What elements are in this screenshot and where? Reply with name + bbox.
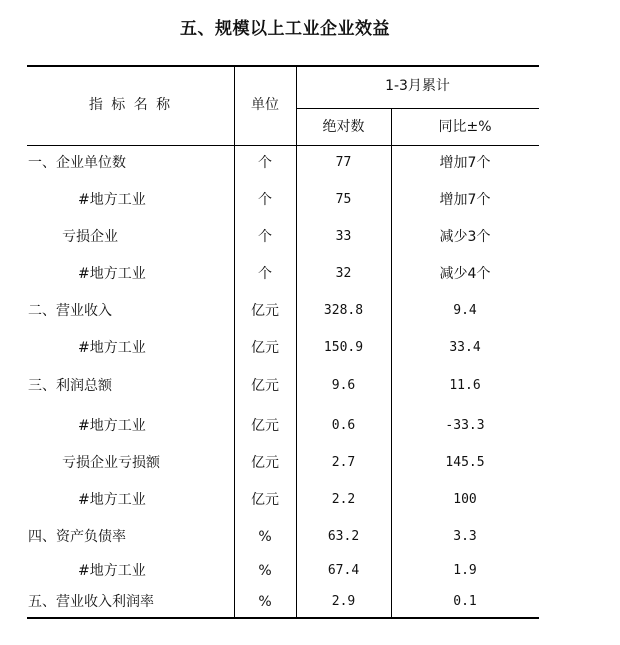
row-yoy-change: 100 [453,492,477,507]
row-absolute-value: 0.6 [331,418,356,433]
row-indicator-name: 亏损企业 [62,229,118,245]
row-yoy-change: 1.9 [453,563,477,578]
header-unit: 单位 [251,97,279,113]
row-unit: 亿元 [251,378,279,394]
row-unit: 个 [258,155,272,171]
row-indicator-name: 三、利润总额 [28,378,112,394]
row-unit: 个 [258,192,272,208]
row-unit: 亿元 [251,492,279,508]
row-unit: % [258,563,272,579]
table-top-rule [27,65,539,67]
row-indicator-name: 二、营业收入 [28,303,112,319]
row-absolute-value: 2.7 [331,455,356,470]
header-yoy: 同比±% [438,119,492,135]
row-yoy-change: 9.4 [453,303,477,318]
page-title: 五、规模以上工业企业效益 [180,19,390,39]
table-bottom-rule [27,617,539,619]
row-unit: 亿元 [251,340,279,356]
row-indicator-name: #地方工业 [78,340,146,356]
row-indicator-name: 五、营业收入利润率 [28,594,154,610]
header-sub-rule [296,108,539,109]
row-indicator-name: #地方工业 [78,418,146,434]
row-unit: 亿元 [251,303,279,319]
row-absolute-value: 2.2 [331,492,356,507]
row-absolute-value: 150.9 [323,340,364,355]
row-unit: % [258,594,272,610]
row-yoy-change: -33.3 [445,418,485,433]
row-yoy-change: 减少3个 [439,229,491,245]
row-yoy-change: 增加7个 [439,192,491,208]
row-absolute-value: 75 [335,192,352,207]
row-absolute-value: 328.8 [323,303,364,318]
row-yoy-change: 33.4 [449,340,481,355]
row-absolute-value: 33 [335,229,352,244]
header-indicator: 指 标 名 称 [88,97,173,113]
row-indicator-name: 一、企业单位数 [28,155,126,171]
row-absolute-value: 67.4 [327,563,360,578]
row-unit: 亿元 [251,418,279,434]
row-absolute-value: 32 [335,266,352,281]
row-indicator-name: 四、资产负债率 [28,529,126,545]
row-unit: 亿元 [251,455,279,471]
header-bottom-rule [27,145,539,146]
row-indicator-name: #地方工业 [78,492,146,508]
row-yoy-change: 3.3 [453,529,477,544]
row-yoy-change: 增加7个 [439,155,491,171]
row-indicator-name: 亏损企业亏损额 [62,455,160,471]
row-absolute-value: 63.2 [327,529,360,544]
row-yoy-change: 145.5 [445,455,485,470]
row-indicator-name: #地方工业 [78,192,146,208]
row-yoy-change: 减少4个 [439,266,491,282]
row-yoy-change: 11.6 [449,378,481,393]
row-indicator-name: #地方工业 [78,563,146,579]
row-absolute-value: 77 [335,155,352,170]
header-period: 1-3月累计 [385,78,450,94]
row-unit: 个 [258,229,272,245]
row-absolute-value: 9.6 [331,378,356,393]
row-absolute-value: 2.9 [331,594,356,609]
header-absolute: 绝对数 [322,119,365,135]
row-unit: 个 [258,266,272,282]
row-unit: % [258,529,272,545]
row-indicator-name: #地方工业 [78,266,146,282]
row-yoy-change: 0.1 [453,594,477,609]
